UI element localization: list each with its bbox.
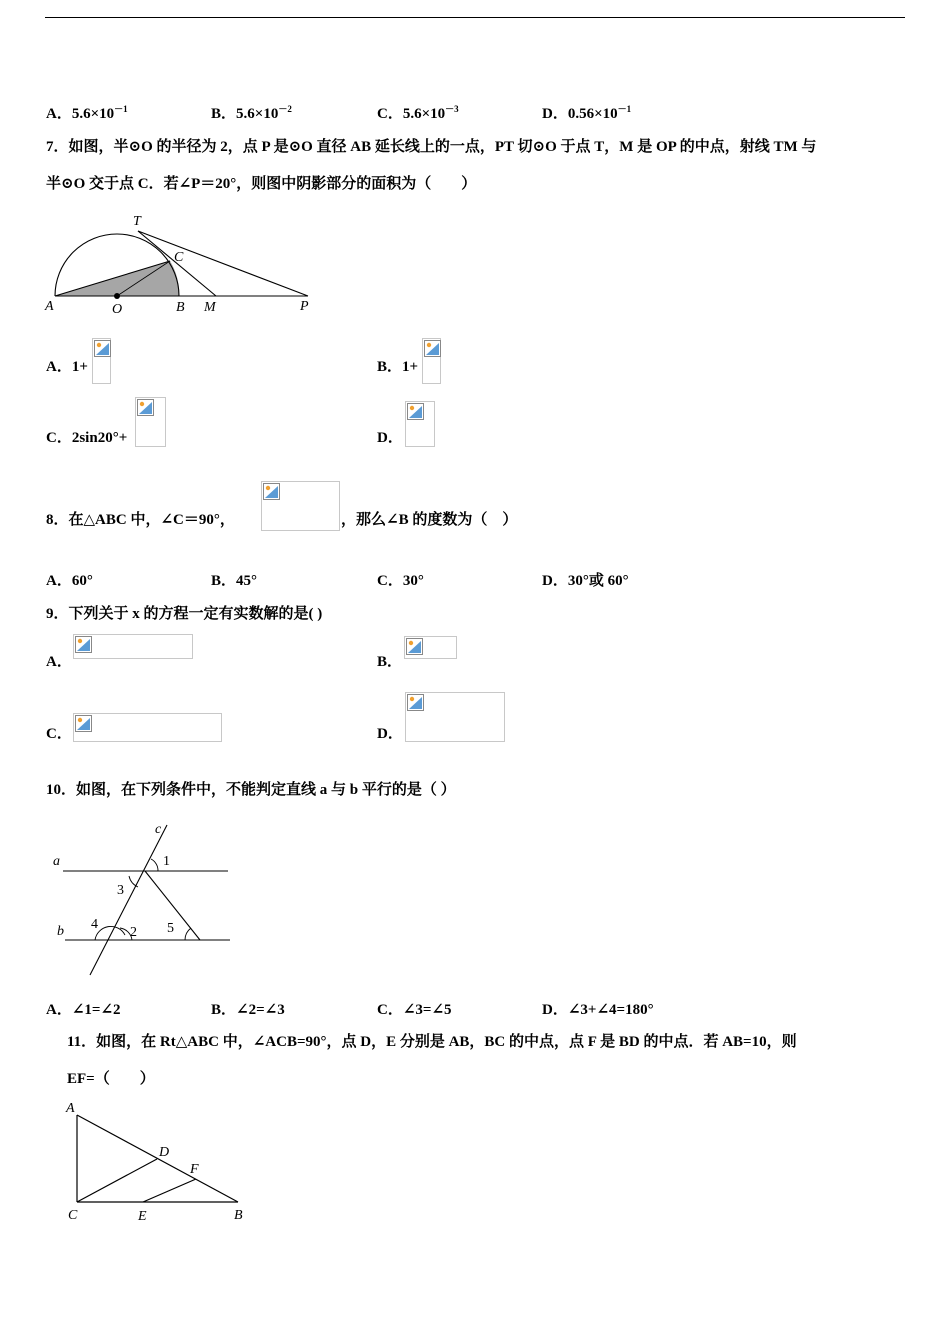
q10-option-c [377,998,452,1019]
q9-option-d [377,722,403,743]
q8-option-b [211,569,257,590]
exponent: －1 [617,104,632,114]
option-text: 5.6×10 [236,106,279,122]
q6-option-b [211,102,292,123]
label-b: B [234,1208,243,1223]
label-a: A [45,299,54,314]
option-letter: D． [377,430,403,446]
label-e: E [138,1209,147,1224]
top-rule [45,17,905,18]
label-m: M [204,300,216,315]
option-text: ∠3+∠4=180° [567,1002,654,1018]
q7-option-a [46,355,88,376]
q8-stem-prefix: 8．在△ABC 中，∠C＝90°， [46,512,235,528]
option-letter: A． [46,654,72,670]
label-b: B [176,300,185,315]
label-5: 5 [167,921,174,936]
option-text: 5.6×10 [71,106,115,122]
label-4: 4 [91,917,98,932]
broken-image-icon [424,340,441,357]
q10-figure [45,815,240,985]
q9-option-b [377,650,402,671]
line-c [90,825,167,975]
option-text: 45° [236,573,258,589]
angle1-arc [151,859,158,871]
segment-cd [77,1159,157,1202]
label-f: F [190,1162,199,1177]
q8-option-c [377,569,424,590]
q10-stem: 10．如图，在下列条件中，不能判定直线 a 与 b 平行的是（ ） [46,782,456,798]
broken-image-icon [75,715,92,732]
option-letter: B． [377,359,403,375]
q7-c-formula-image [135,397,166,447]
label-a: a [53,854,60,869]
option-letter: B． [377,654,403,670]
label-p: P [300,299,309,314]
exponent: －2 [278,104,292,114]
center-dot [114,293,120,299]
option-text: 1+ [402,359,419,375]
option-letter: C． [377,573,403,589]
option-text: ∠3=∠5 [402,1002,452,1018]
option-letter: B． [211,1002,237,1018]
label-c: C [68,1208,78,1223]
option-letter: C． [46,726,72,742]
broken-image-icon [75,636,92,653]
label-t: T [133,214,141,229]
label-2: 2 [130,925,137,940]
option-letter: D． [542,573,568,589]
q10-option-d [542,998,654,1019]
broken-image-icon [137,399,154,416]
option-letter: D． [542,106,568,122]
option-letter: B． [211,106,237,122]
q9-b-formula-image [404,636,457,659]
q10-option-b [211,998,285,1019]
broken-image-icon [407,403,424,420]
angle3-arc [129,876,138,887]
option-letter: B． [211,573,237,589]
option-text: 0.56×10 [567,106,618,122]
exponent: －1 [114,104,128,114]
option-letter: D． [542,1002,568,1018]
q9-stem: 9．下列关于 x 的方程一定有实数解的是( ) [46,606,323,622]
q7-option-b [377,355,418,376]
option-letter: A． [46,573,72,589]
q11-stem-line2: EF=（ ） [67,1071,155,1087]
angle5-arc [185,928,191,940]
q11-figure [60,1095,255,1230]
option-text: 5.6×10 [402,106,446,122]
q9-a-formula-image [73,634,193,659]
option-text: 60° [71,573,93,589]
q7-option-d [377,426,403,447]
q7-option-c [46,426,127,447]
q8-stem-suffix: ，那么∠B 的度数为（ ） [341,512,518,528]
label-b: b [57,924,64,939]
q7-stem-line1: 7．如图，半⊙O 的半径为 2，点 P 是⊙O 直径 AB 延长线上的一点，PT 切⊙O 于点 T，M 是 OP 的中点，射线 TM 与 [46,139,817,155]
q6-option-a [46,102,128,123]
option-text: 30°或 60° [567,573,629,589]
label-o: O [112,302,123,317]
option-letter: C． [377,1002,403,1018]
option-letter: A． [46,106,72,122]
q9-c-formula-image [73,713,222,742]
option-letter: C． [46,430,72,446]
option-text: ∠2=∠3 [236,1002,285,1018]
q7-b-formula-image [422,338,441,384]
label-c: C [174,250,184,265]
option-letter: C． [377,106,403,122]
segment-ef [143,1179,196,1202]
broken-image-icon [263,483,280,500]
option-letter: D． [377,726,403,742]
broken-image-icon [406,638,423,655]
q9-option-a [46,650,72,671]
option-letter: A． [46,1002,72,1018]
label-a: A [66,1101,75,1116]
q6-option-c [377,102,459,123]
q7-stem-line2: 半⊙O 交于点 C．若∠P＝20°，则图中阴影部分的面积为（ ） [46,176,477,192]
option-text: 2sin20°+ [71,430,128,446]
q9-option-c [46,722,72,743]
q8-formula-image [261,481,340,531]
q8-option-a [46,569,93,590]
q6-option-d [542,102,631,123]
option-text: 30° [402,573,424,589]
exponent: －3 [445,104,459,114]
q11-stem-line1: 11．如图，在 Rt△ABC 中，∠ACB=90°，点 D，E 分别是 AB，BC 的中点，点 F 是 BD 的中点．若 AB=10，则 [67,1034,797,1050]
label-1: 1 [163,854,170,869]
q10-option-a [46,998,121,1019]
option-text: 1+ [71,359,88,375]
label-c: c [155,822,162,837]
broken-image-icon [94,340,111,357]
label-3: 3 [117,883,124,898]
q7-d-formula-image [405,401,435,447]
option-text: ∠1=∠2 [71,1002,121,1018]
q7-figure [40,210,330,320]
broken-image-icon [407,694,424,711]
q9-d-formula-image [405,692,505,742]
q7-a-formula-image [92,338,111,384]
option-letter: A． [46,359,72,375]
label-d: D [159,1145,170,1160]
q8-option-d [542,569,629,590]
